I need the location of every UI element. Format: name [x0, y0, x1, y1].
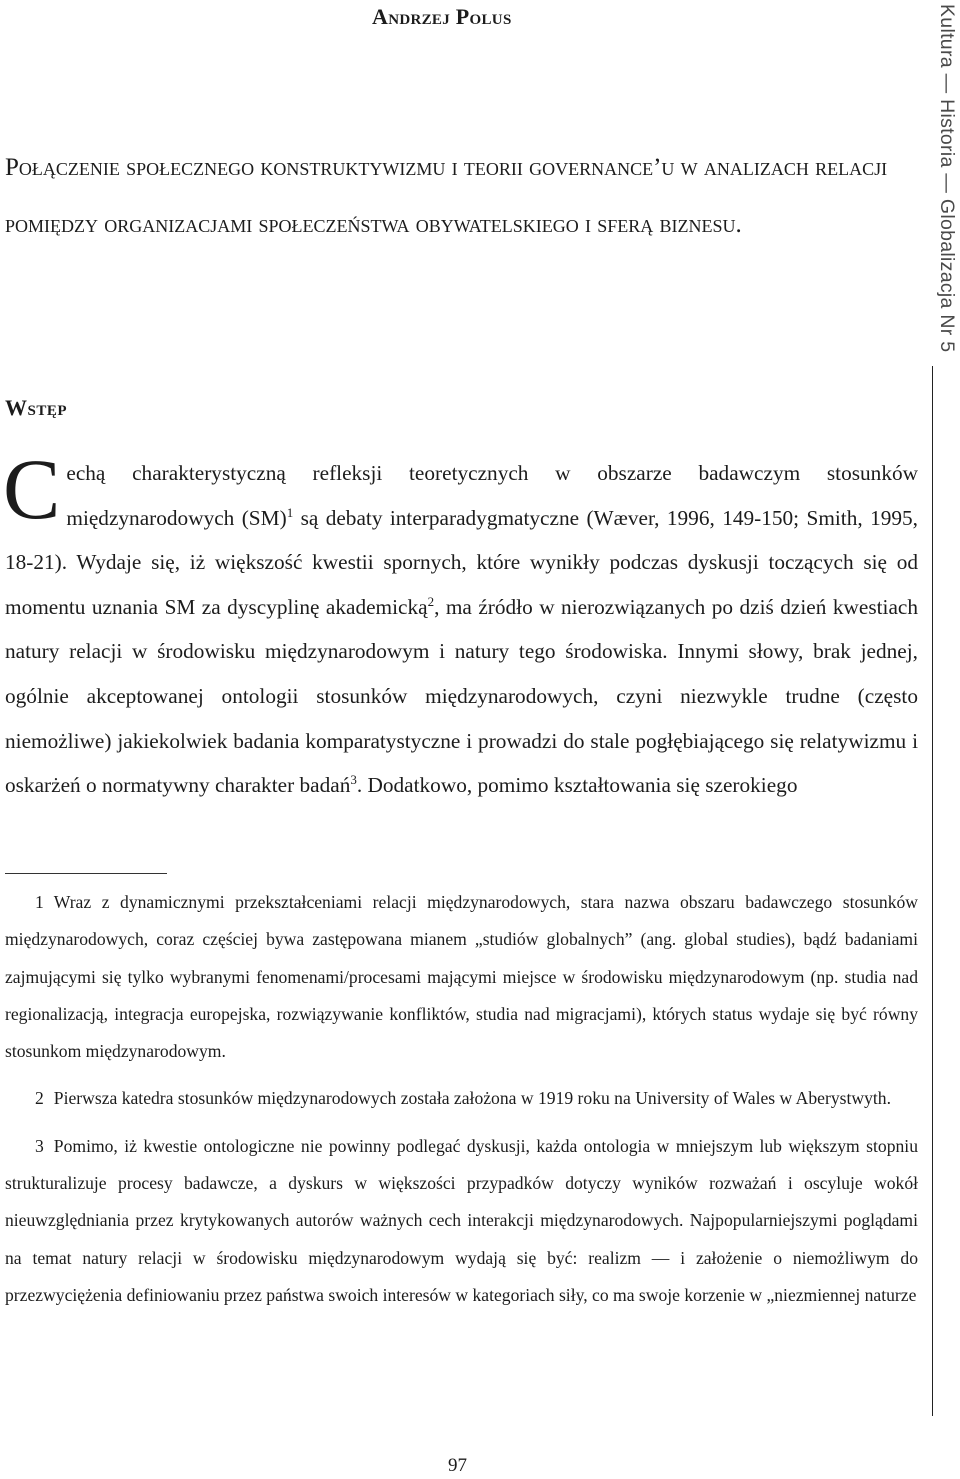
- journal-side-label: Kultura — Historia — Globalizacja Nr 5: [936, 4, 958, 353]
- body-text-part-1: echą charakterystyczną refleksji teoretycznych w obszarze badawczym stosunków międzynarodowych (SM): [66, 461, 918, 530]
- article-title: Połączenie społecznego konstruktywizmu i teorii governance’u w analizach relacji pomiędzy organizacjami społeczeństwa obywatelskiego i sferą biznesu.: [5, 154, 888, 238]
- body-text-part-4: . Dodatkowo, pomimo kształtowania się szerokiego: [356, 773, 798, 798]
- footnote-ref-3[interactable]: 3: [350, 772, 357, 788]
- footnotes: [5, 884, 918, 1324]
- footnote-ref-2[interactable]: 2: [427, 593, 435, 609]
- body-text-part-3: , ma źródło w nierozwiązanych po dziś dzień kwestiach natury relacji w środowisku międzynarodowym i natury tego środowiska. Innymi słowy, brak jednej, ogólnie akceptowanej ontologii stosunków międzynarodowych, czyni niezwykle trudne (często niemożliwe) jakiekolwiek badania komparatystyczne i prowadzi do stale pogłębiającego się relatywizmu i oskarżeń o normatywny charakter badań: [5, 594, 918, 798]
- side-vertical-rule: [932, 366, 933, 1416]
- body-paragraph: [3, 441, 918, 808]
- section-heading: Wstęp: [5, 395, 68, 420]
- body-text-part-2: są debaty interparadygmatyczne (Wæver, 1996, 149-150; Smith, 1995, 18-21). Wydaje się, iż większość kwestii spornych, które wynikły podczas dyskusji toczących się od momentu uznania SM za dyscyplinę akademicką: [5, 505, 918, 619]
- footnote-number: 1: [35, 892, 44, 912]
- author-name: Andrzej Polus: [372, 4, 512, 29]
- page-number: 97: [448, 1455, 467, 1476]
- footnote-number: 3: [35, 1135, 44, 1156]
- footnote-ref-1[interactable]: 1: [286, 504, 294, 520]
- footnote-number: 2: [35, 1088, 44, 1109]
- footnote-separator: [5, 873, 167, 874]
- drop-cap: C: [3, 441, 61, 537]
- footnote-text: Pierwsza katedra stosunków międzynarodowych została założona w 1919 roku na University of Wales w Aberystwyth.: [53, 1088, 891, 1109]
- footnote-text: Pomimo, iż kwestie ontologiczne nie powinny podlegać dyskusji, każda ontologia w mniejszym lub większym stopniu strukturalizuje procesy badawcze, a dyskurs w większości przypadków dotyczy wyników rozważań i oscyluje wokół nieuwzględniania przez krytykowanych autorów ważnych cech interakcji międzynarodowych. Najpopularniejszymi poglądami na temat natury relacji w środowisku międzynarodowym wydają się być: realizm — i założenie o niemożliwym do przezwyciężenia definiowaniu przez państwa swoich interesów w kategoriach siły, co ma swoje korzenie w „niezmiennej naturze: [5, 1135, 918, 1305]
- footnote-2: [5, 1080, 918, 1117]
- footnote-1: [5, 884, 918, 1070]
- footnote-3: [5, 1128, 918, 1314]
- footnote-text: Wraz z dynamicznymi przekształceniami relacji międzynarodowych, stara nazwa obszaru badawczego stosunków międzynarodowych, coraz częściej bywa zastępowana mianem „studiów globalnych” (ang. global studies), bądź badaniami zajmującymi się tylko wybranymi fenomenami/procesami mającymi miejsce w środowisku międzynarodowym (np. studia nad regionalizacją, integracja europejska, rozwiązywanie konfliktów, studia nad migracjami), których status wydaje się być równy stosunkom międzynarodowym.: [5, 892, 918, 1062]
